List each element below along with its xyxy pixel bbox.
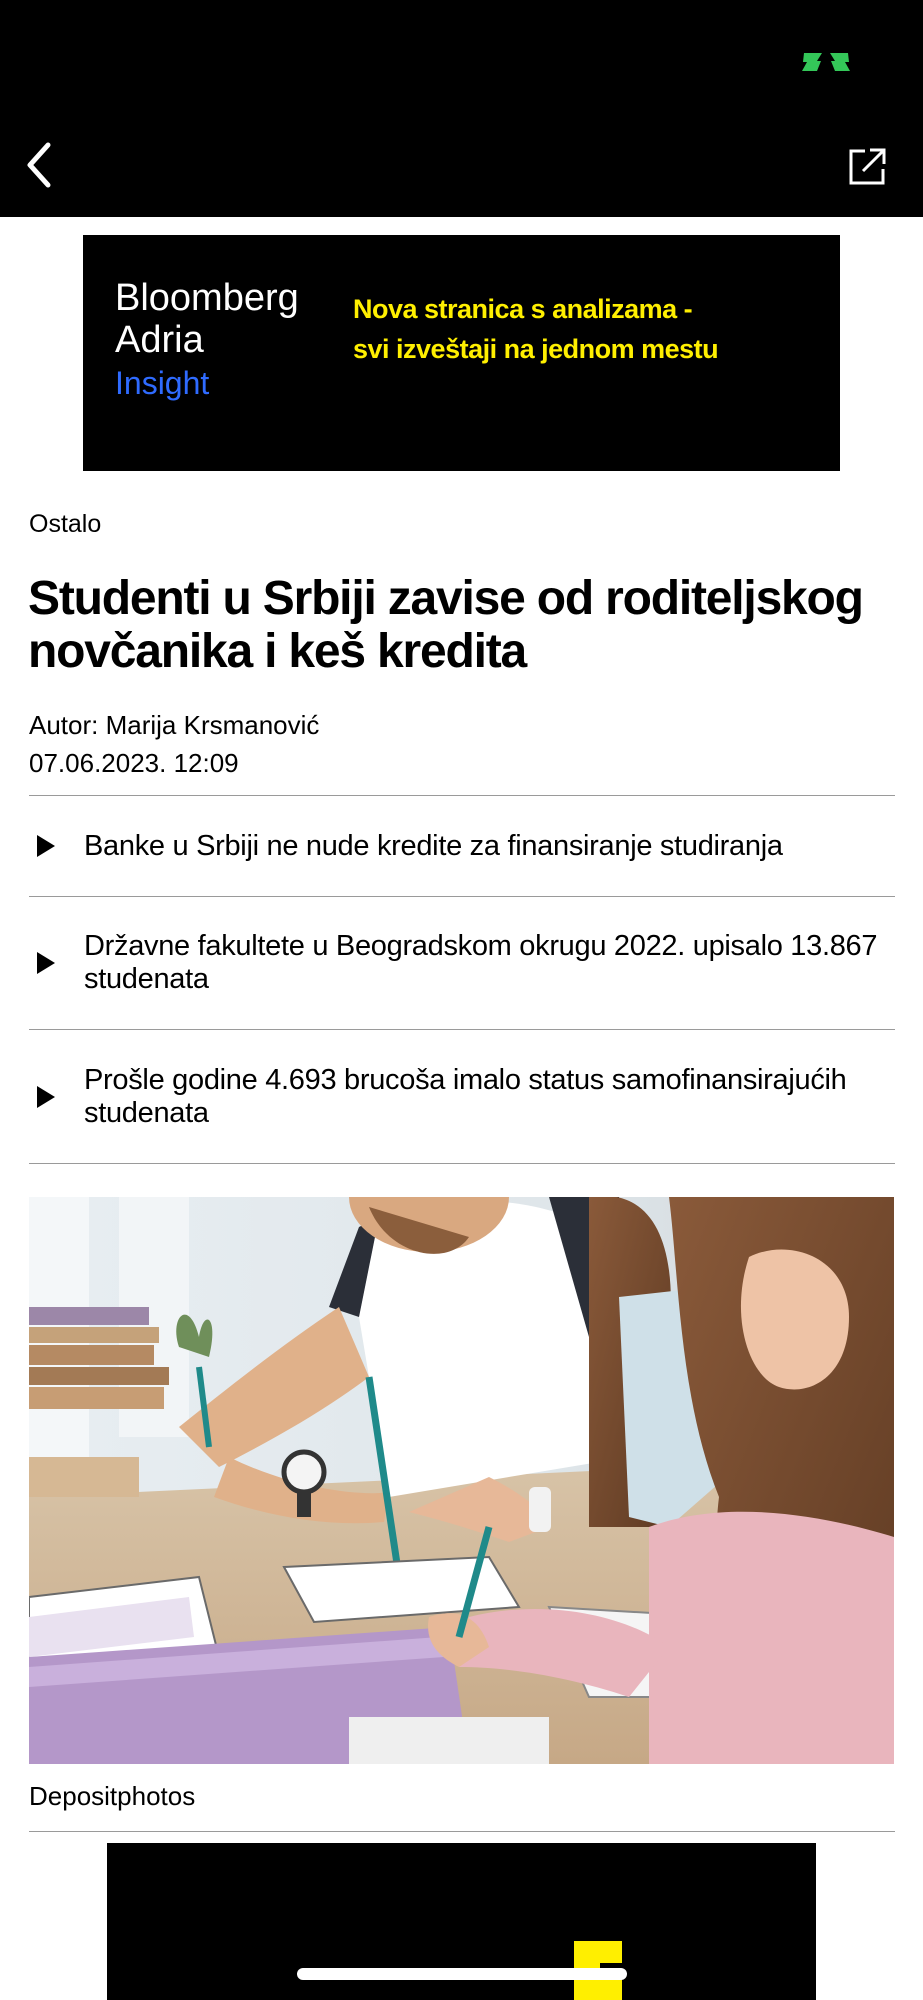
article-author: Autor: Marija Krsmanović — [29, 710, 320, 740]
top-nav-bar — [0, 120, 923, 217]
article-meta — [29, 706, 319, 782]
highlight-text: Državne fakultete u Beogradskom okrugu 2022. upisalo 13.867 studenata — [84, 930, 878, 995]
bloomberg-adria-insight-logo — [115, 277, 299, 405]
home-indicator[interactable] — [297, 1968, 627, 1980]
article-title: Studenti u Srbiji zavise od roditeljskog novčanika i keš kredita — [28, 572, 863, 678]
highlight-item — [29, 796, 895, 896]
external-link-icon — [848, 148, 886, 186]
back-button[interactable] — [14, 130, 64, 200]
article-photo — [29, 1197, 894, 1764]
highlight-text: Banke u Srbiji ne nude kredite za finansiranje studiranja — [84, 829, 783, 862]
green-quote-indicator-icon — [800, 51, 852, 73]
play-bullet-icon — [37, 952, 55, 974]
promo-banner[interactable] — [83, 235, 840, 471]
play-bullet-icon — [37, 1086, 55, 1108]
highlight-item — [29, 1030, 895, 1163]
banner-promo-line1: Nova stranica s analizama - — [353, 294, 693, 324]
divider — [29, 1163, 895, 1164]
play-bullet-icon — [37, 835, 55, 857]
status-bar — [0, 0, 923, 120]
article-category[interactable]: Ostalo — [29, 510, 102, 538]
students-studying-photo — [29, 1197, 894, 1764]
highlight-item — [29, 897, 895, 1029]
article-date: 07.06.2023. 12:09 — [29, 748, 239, 778]
banner-promo-text — [353, 289, 813, 369]
photo-credit: Depositphotos — [29, 1781, 196, 1811]
banner-promo-line2: svi izveštaji na jednom mestu — [353, 334, 719, 364]
divider — [29, 1831, 895, 1832]
chevron-left-icon — [24, 141, 54, 189]
open-external-button[interactable] — [840, 140, 894, 194]
banner-brand-line2: Adria — [115, 319, 204, 361]
banner-brand-line1: Bloomberg — [115, 277, 299, 319]
banner-brand-insight: Insight — [115, 365, 210, 401]
highlight-text: Prošle godine 4.693 brucoša imalo status samofinansirajućih studenata — [84, 1063, 847, 1129]
